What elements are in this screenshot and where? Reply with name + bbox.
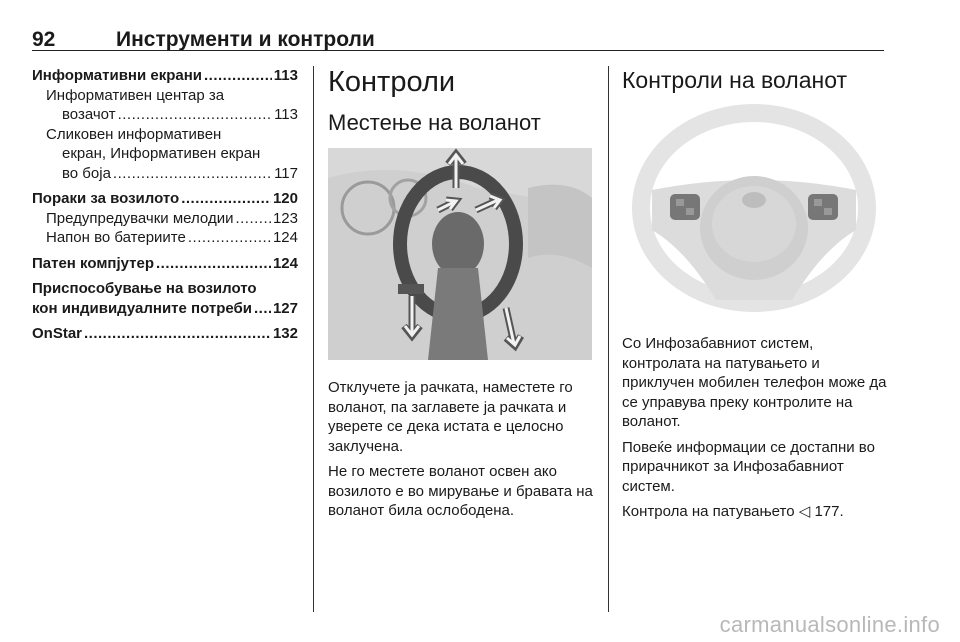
toc-page-number: 124: [272, 254, 298, 272]
page-header-title: Инструменти и контроли: [116, 28, 375, 51]
toc-entry[interactable]: Пораки за возилото ..... 120: [32, 189, 298, 209]
toc-page-number: 132: [272, 325, 298, 342]
paragraph: Повеќе информации се достапни во прирачникот за Инфозабавниот систем.: [622, 438, 875, 495]
paragraph: Не го местете воланот освен ако возилото е во мирување и бравата на воланот била ослободена.: [328, 463, 593, 519]
watermark: carmanualsonline.info: [719, 612, 940, 637]
toc-page-number: 113: [273, 67, 298, 84]
steering-controls-section: [622, 66, 888, 522]
table-of-contents: [32, 66, 298, 344]
steering-adjustment-section: [328, 66, 594, 521]
page-header: [32, 28, 884, 51]
column-divider: [313, 66, 314, 612]
paragraph: Со Инфозабавниот систем, контролата на патувањето и приклучен мобилен телефон може да се управува преку контролите на воланот.: [622, 335, 887, 430]
steering-wheel-controls-illustration: [622, 100, 886, 316]
toc-entry[interactable]: Информативни екрани ..... 113: [32, 66, 298, 86]
toc-page-number: 117: [274, 164, 298, 182]
toc-page-number: 113: [274, 106, 298, 123]
toc-entry[interactable]: Патен компјутер ..... 124: [32, 254, 298, 274]
toc-entry[interactable]: Приспособување на возилото кон индивидуалните потреби ..... 127: [32, 279, 298, 318]
toc-page-number: 124: [272, 229, 298, 246]
cross-reference[interactable]: Контрола на патувањето ◁ 177.: [622, 503, 844, 520]
paragraph: Отклучете ја рачката, наместете го воланот, па заглавете ја рачката и уверете се дека истата е целосно заклучена.: [328, 379, 573, 455]
steering-wheel-adjust-image: [328, 148, 592, 360]
toc-entry[interactable]: Напон во батериите ..... 124: [32, 228, 298, 248]
toc-page-number: 123: [272, 209, 298, 227]
toc-entry[interactable]: Информативен центар за возачот ..... 113: [32, 86, 298, 125]
subsection-title: Контроли на воланот: [622, 67, 848, 93]
toc-page-number: 120: [272, 190, 298, 207]
column-divider: [608, 66, 609, 612]
toc-page-number: 127: [272, 299, 298, 317]
steering-wheel-controls-image: [622, 100, 886, 316]
steering-adjustment-illustration: [328, 148, 592, 360]
toc-entry[interactable]: Предупредувачки мелодии ..... 123: [32, 209, 298, 229]
page-number: 92: [32, 28, 56, 51]
toc-entry[interactable]: Сликовен информативен екран, Информативен екран во боја ..... 117: [32, 125, 298, 184]
subsection-title: Местење на воланот: [328, 110, 541, 135]
toc-entry[interactable]: OnStar ..... 132: [32, 324, 298, 344]
page-reference-icon: ◁: [798, 503, 811, 520]
section-title: Контроли: [328, 66, 456, 98]
